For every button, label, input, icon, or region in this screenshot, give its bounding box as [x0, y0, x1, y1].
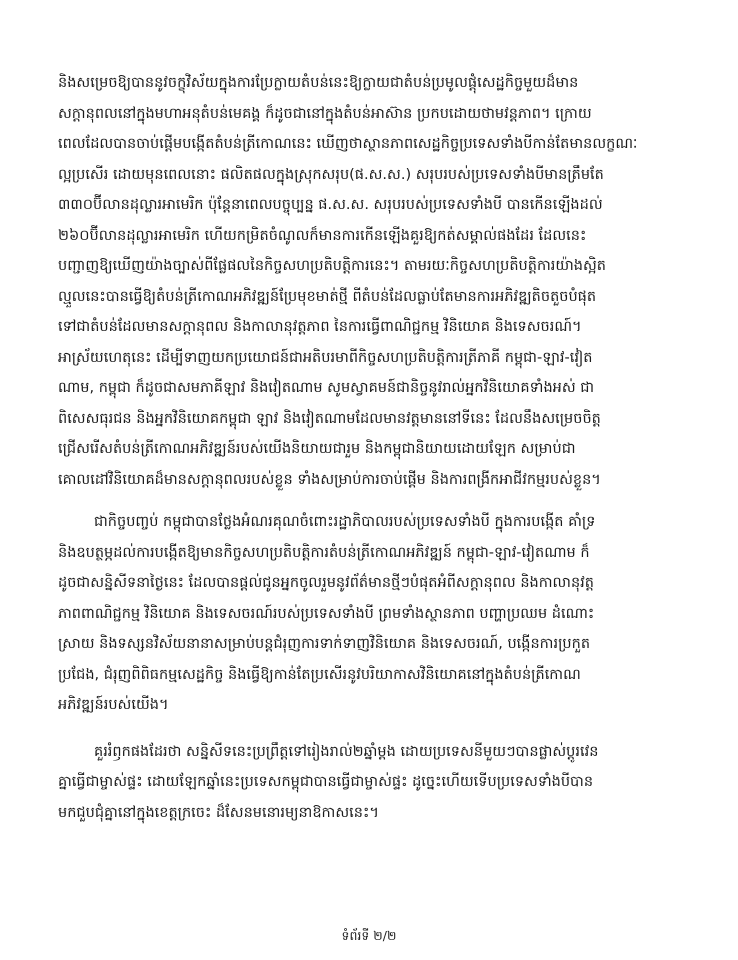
text-line: ល្អប្រសើរ ដោយមុនពេលនោះ ផលិតផលក្នុងស្រុកសរុប(ផ.ស.ស.) សរុបរបស់ប្រទេសទាំងបីមានត្រឹមតែ [58, 166, 604, 183]
text-line: មកជួបជុំគ្នានៅក្នុងខេត្តក្រចេះ ដ៏សែនមនោរម្យនាឱកាសនេះ។ [58, 804, 379, 821]
text-line: និងសម្រេចឱ្យបាននូវចក្ខុវិស័យក្នុងការប្រែក្លាយតំបន់នេះឱ្យក្លាយជាតំបន់ប្រមូលផ្ដុំសេដ្ឋកិច្ចមួយដ៏មាន [58, 75, 579, 91]
text-line: ទៅជាតំបន់ដែលមានសក្ដានុពល និងកាលានុវត្តភាព នៃការធ្វើពាណិជ្ជកម្ម វិនិយោគ និងទេសចរណ៍។ [58, 319, 582, 335]
text-line: ល្មួលនេះបានធ្វើឱ្យតំបន់ត្រីកោណអភិវឌ្ឍន៍ប្រែមុខមាត់ថ្មី ពីតំបន់ដែលធ្លាប់តែមានការអភិវឌ្ឍតិចតួចបំផុត [58, 288, 597, 305]
text-line: ២៦០ប៊ីលានដុល្លារអាមេរិក ហើយកម្រិតចំណូលក៏មានការកើនឡើងគួរឱ្យកត់សម្គាល់ផងដែរ ដែលនេះ [58, 227, 587, 244]
text-line: គួររំឭកផងដែរថា សន្និសីទនេះប្រព្រឹត្តទៅរៀងរាល់២ឆ្នាំម្ដង ដោយប្រទេសនីមួយៗបានផ្លាស់ប្ដូរវេន [94, 743, 599, 760]
text-line: ណាម, កម្ពុជា ក៏ដូចជាសមភាគីឡាវ និងវៀតណាម សូមស្វាគមន៍ជានិច្ចនូវរាល់អ្នកវិនិយោគទាំងអស់ ជា [58, 380, 595, 396]
page-number: ទំព័រទី ២/២ [341, 928, 397, 943]
paragraph-2 [58, 507, 694, 721]
text-line: ជាកិច្ចបញ្ចប់ កម្ពុជាបានថ្លែងអំណរគុណចំពោះរដ្ឋាភិបាលរបស់ប្រទេសទាំងបី ក្នុងការបង្កើត គាំទ្រ [94, 514, 596, 530]
text-line: បញ្ជាញឱ្យឃើញយ៉ាងច្បាស់ពីផ្លែផលនៃកិច្ចសហប្រតិបត្តិការនេះ។ តាមរយៈកិច្ចសហប្រតិបត្តិការយ៉ាងស្អិត [58, 258, 606, 274]
text-line: គោលដៅវិនិយោគដ៏មានសក្ដានុពលរបស់ខ្លួន ទាំងសម្រាប់ការចាប់ផ្ដើម និងការពង្រីកអាជីវកម្មរបស់ខ្លួន។ [58, 471, 601, 488]
paragraph-spacer [58, 721, 694, 737]
paragraph-spacer [58, 495, 694, 507]
text-line: គ្នាធ្វើជាម្ចាស់ផ្ទះ ដោយឡែកឆ្នាំនេះប្រទេសកម្ពុជាបានធ្វើជាម្ចាស់ផ្ទះ ដូច្នេះហើយទើបប្រទេសទាំងបីបាន [58, 774, 594, 790]
text-line: ប្រជែង, ជំរុញពិពិធកម្មសេដ្ឋកិច្ច និងធ្វើឱ្យកាន់តែប្រសើរនូវបរិយាកាសវិនិយោគនៅក្នុងតំបន់ត្រីកោណ [58, 666, 581, 683]
text-line: ៣៣០ប៊ីលានដុល្លារអាមេរិក ប៉ុន្តែនាពេលបច្ចុប្បន្ន ផ.ស.ស. សរុបរបស់ប្រទេសទាំងបី បានកើនឡើងដល់ [58, 197, 603, 213]
text-line: និងឧបត្ថម្ភដល់ការបង្កើតឱ្យមានកិច្ចសហប្រតិបត្តិការតំបន់ត្រីកោណអភិវឌ្ឍន៍ កម្ពុជា-ឡាវ-វៀតណាម ក៏ [58, 544, 590, 561]
text-line: ជ្រើសរើសតំបន់ត្រីកោណអភិវឌ្ឍន៍របស់យើងនិយាយជារួម និងកម្ពុជានិយាយដោយឡែក សម្រាប់ជា [58, 441, 576, 457]
text-line: ពេលដែលបានចាប់ផ្ដើមបង្កើតតំបន់ត្រីកោណនេះ ឃើញថាស្ថានភាពសេដ្ឋកិច្ចប្រទេសទាំងបីកាន់តែមានលក្ខណៈ [58, 136, 638, 152]
text-line: អាស្រ័យហេតុនេះ ដើម្បីទាញយកប្រយោជន៍ជាអតិបរមាពីកិច្ចសហប្រតិបត្តិការត្រីភាគី កម្ពុជា-ឡាវ-វៀត [58, 349, 593, 366]
text-line: អភិវឌ្ឍន៍របស់យើង។ [58, 697, 169, 713]
text-line: ស្រាយ និងទស្សនវិស័យនានាសម្រាប់បន្តជំរុញការទាក់ទាញវិនិយោគ និងទេសចរណ៍, បង្កើនការប្រកួត [58, 636, 591, 652]
text-line: ដូចជាសន្និសីទនាថ្ងៃនេះ ដែលបានផ្ដល់ជូនអ្នកចូលរួមនូវព័ត៌មានថ្មីៗបំផុតអំពីសក្ដានុពល និងកាលានុវត្ត [58, 575, 594, 591]
paragraph-3 [58, 737, 694, 829]
text-line: សក្ដានុពលនៅក្នុងមហាអនុតំបន់មេគង្គ ក៏ដូចជានៅក្នុងតំបន់អាស៊ាន ប្រកបដោយថាមវន្តភាព។ ក្រោយ [58, 105, 592, 122]
text-line: ភាពពាណិជ្ជកម្ម វិនិយោគ និងទេសចរណ៍របស់ប្រទេសទាំងបី ព្រមទាំងស្ថានភាព បញ្ហាប្រឈម ដំណោះ [58, 605, 595, 622]
paragraph-1 [58, 68, 694, 495]
text-line: ពិសេសធុរជន និងអ្នកវិនិយោគកម្ពុជា ឡាវ និងវៀតណាមដែលមានវត្តមាននៅទីនេះ ដែលនឹងសម្រេចចិត្ត [58, 410, 601, 427]
